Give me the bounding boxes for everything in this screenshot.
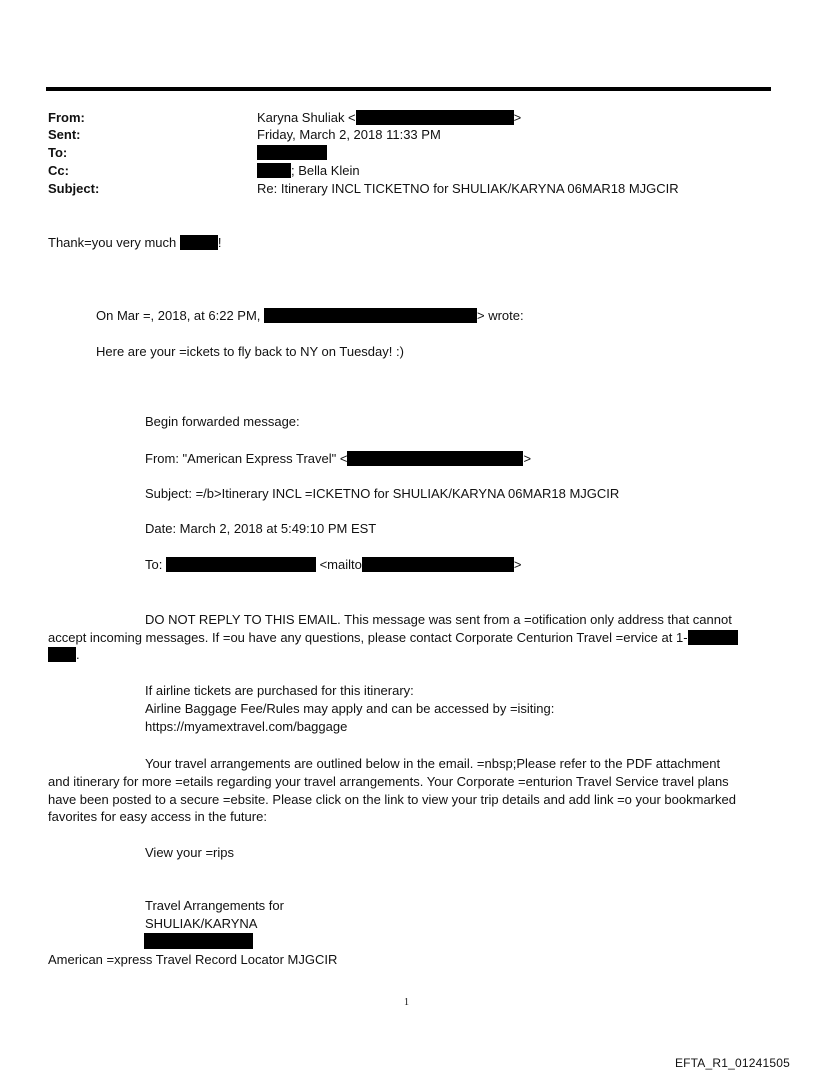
thanks-text: Thank=you very much <box>48 235 180 250</box>
baggage-link[interactable]: https://myamextravel.com/baggage <box>145 719 348 734</box>
page-number: 1 <box>404 997 409 1008</box>
redaction-block <box>347 451 523 466</box>
forward-subject: Subject: =/b>Itinerary INCL =ICKETNO for SHULIAK/KARYNA 06MAR18 MJGCIR <box>145 486 620 501</box>
from-value <box>257 110 521 126</box>
from-close: > <box>513 110 522 125</box>
mailto-text: <mailto <box>315 557 362 572</box>
forward-to <box>145 556 521 574</box>
here-line: Here are your =ickets to fly back to NY on Tuesday! :) <box>96 344 404 359</box>
traveler-name: SHULIAK/KARYNA <box>145 916 258 931</box>
sent-value: Friday, March 2, 2018 11:33 PM <box>257 127 441 142</box>
forward-to-close: > <box>513 557 522 572</box>
wrote-text: > wrote: <box>477 308 524 323</box>
redaction-block <box>166 557 316 572</box>
donot-line-3-text: . <box>76 647 80 662</box>
cc-label: Cc: <box>48 163 69 178</box>
redaction-block <box>144 933 253 949</box>
airline-line-1: If airline tickets are purchased for this itinerary: <box>145 683 414 698</box>
forward-to-text: To: <box>145 557 166 572</box>
from-name: Karyna Shuliak < <box>257 110 356 125</box>
donot-line-2 <box>48 629 738 647</box>
on-wrote-line <box>96 307 524 325</box>
record-locator: American =xpress Travel Record Locator MJGCIR <box>48 952 338 967</box>
sent-label: Sent: <box>48 127 81 142</box>
redaction-block <box>257 163 291 178</box>
travel-line-3: have been posted to a secure =ebsite. Please click on the link to view your trip details and add link =o your bookmarked <box>48 792 736 807</box>
on-date-text: On Mar =, 2018, at 6:22 PM, <box>96 308 265 323</box>
airline-line-2: Airline Baggage Fee/Rules may apply and can be accessed by =isiting: <box>145 701 555 716</box>
cc-value <box>257 163 360 179</box>
from-label: From: <box>48 110 85 125</box>
thanks-line <box>48 234 222 252</box>
arrangements-for: Travel Arrangements for <box>145 898 284 913</box>
subject-value: Re: Itinerary INCL TICKETNO for SHULIAK/KARYNA 06MAR18 MJGCIR <box>257 181 679 196</box>
forward-from-close: > <box>523 451 532 466</box>
subject-label: Subject: <box>48 181 100 196</box>
document-id: EFTA_R1_01241505 <box>674 1056 790 1070</box>
to-label: To: <box>48 145 68 160</box>
forward-begin: Begin forwarded message: <box>145 414 300 429</box>
forward-date: Date: March 2, 2018 at 5:49:10 PM EST <box>145 521 377 536</box>
redaction-block <box>356 110 514 125</box>
redaction-block <box>688 630 738 645</box>
forward-from-text: From: "American Express Travel" < <box>145 451 348 466</box>
donot-line-3 <box>48 646 80 664</box>
redaction-block <box>362 557 514 572</box>
redaction-block <box>264 308 477 323</box>
forward-from <box>145 450 531 468</box>
redaction-block <box>48 647 76 662</box>
travel-line-1: Your travel arrangements are outlined below in the email. =nbsp;Please refer to the PDF attachment <box>145 756 721 771</box>
travel-line-4: favorites for easy access in the future: <box>48 809 267 824</box>
thanks-end: ! <box>217 235 222 250</box>
donot-line-1: DO NOT REPLY TO THIS EMAIL. This message was sent from a =otification only address that cannot <box>145 612 732 627</box>
redaction-block <box>180 235 218 250</box>
cc-text: ; Bella Klein <box>291 163 360 178</box>
donot-line-2-text: accept incoming messages. If =ou have any questions, please contact Corporate Centurion Travel =ervice at 1- <box>48 630 688 645</box>
travel-line-2: and itinerary for more =etails regarding your travel arrangements. Your Corporate =enturion Travel Service travel plans <box>48 774 729 789</box>
header-rule <box>46 87 771 91</box>
redaction-block <box>257 145 327 160</box>
view-trips-link[interactable]: View your =rips <box>145 845 234 860</box>
